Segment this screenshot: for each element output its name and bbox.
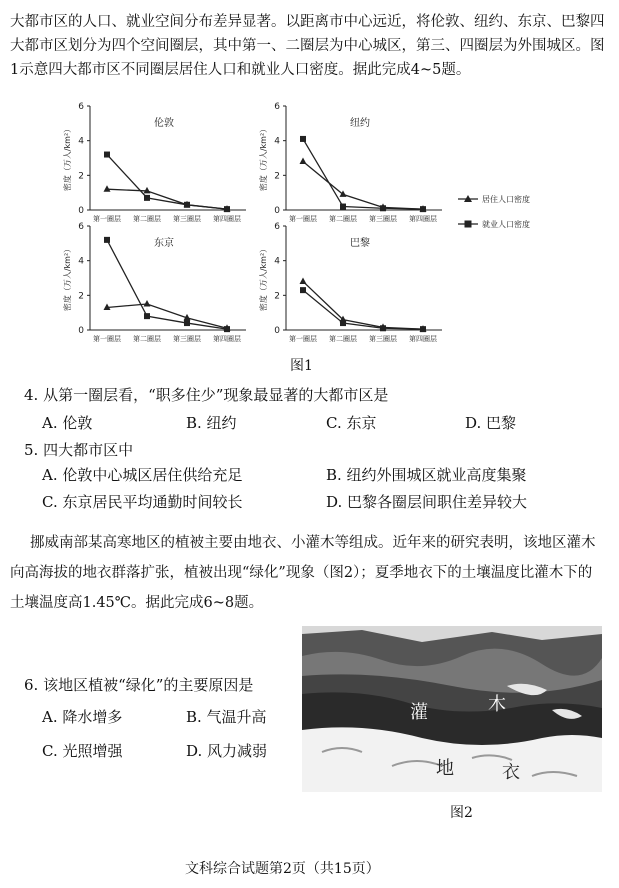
legend-label-employment: 就业人口密度 (482, 220, 530, 229)
point-residential (300, 157, 307, 164)
y-tick-label: 2 (78, 171, 84, 182)
y-tick-label: 6 (274, 222, 280, 232)
y-tick-label: 6 (274, 102, 280, 112)
point-employment (380, 325, 386, 331)
point-residential (340, 190, 347, 197)
y-axis-label: 密度（万人/km²） (259, 124, 268, 192)
q6-option-b[interactable]: B. 气温升高 (186, 708, 267, 726)
point-employment (380, 205, 386, 211)
x-tick-label: 第四圈层 (409, 215, 437, 223)
q5-option-d[interactable]: D. 巴黎各圈层间职住差异较大 (326, 493, 528, 511)
q4-option-a[interactable]: A. 伦敦 (42, 414, 93, 432)
y-tick-label: 4 (274, 256, 280, 267)
figure1-caption: 图1 (290, 358, 313, 374)
photo-label-shrub-2: 木 (488, 694, 506, 715)
figure2-photo (302, 626, 602, 792)
series-line-residential (107, 189, 227, 209)
x-tick-label: 第三圈层 (369, 335, 397, 343)
chart-panel-4 (258, 222, 442, 343)
point-employment (104, 152, 110, 158)
x-tick-label: 第一圈层 (289, 335, 317, 343)
q5-option-c[interactable]: C. 东京居民平均通勤时间较长 (42, 493, 243, 511)
q6-option-d[interactable]: D. 风力减弱 (186, 742, 268, 760)
q4-option-c[interactable]: C. 东京 (326, 414, 377, 432)
q5-option-a[interactable]: A. 伦敦中心城区居住供给充足 (42, 466, 243, 484)
point-employment (300, 287, 306, 293)
point-employment (224, 326, 230, 332)
figure2-caption: 图2 (450, 805, 473, 821)
x-tick-label: 第四圈层 (409, 335, 437, 343)
y-tick-label: 4 (78, 256, 84, 267)
y-tick-label: 2 (78, 291, 84, 302)
y-tick-label: 2 (274, 171, 280, 182)
y-axis-label: 密度（万人/km²） (259, 244, 268, 312)
point-employment (224, 206, 230, 212)
question-6-stem: 6. 该地区植被“绿化”的主要原因是 (24, 676, 254, 694)
chart-panel-3 (62, 222, 246, 343)
series-line-employment (303, 139, 423, 209)
point-employment (104, 237, 110, 243)
y-tick-label: 0 (78, 206, 84, 216)
point-residential (300, 277, 307, 284)
photo-label-shrub-1: 灌 (410, 702, 428, 723)
chart-title: 伦敦 (154, 118, 174, 129)
x-tick-label: 第一圈层 (289, 215, 317, 223)
point-employment (184, 320, 190, 326)
x-tick-label: 第四圈层 (213, 215, 241, 223)
point-employment (300, 136, 306, 142)
point-employment (144, 195, 150, 201)
chart-panel-1 (62, 102, 246, 223)
x-tick-label: 第二圈层 (329, 215, 357, 223)
point-employment (144, 313, 150, 319)
series-line-residential (107, 304, 227, 328)
y-tick-label: 4 (274, 136, 280, 147)
x-tick-label: 第三圈层 (173, 335, 201, 343)
photo-label-lichen-1: 地 (436, 758, 454, 779)
point-employment (340, 204, 346, 210)
point-residential (144, 300, 151, 307)
x-tick-label: 第一圈层 (93, 215, 121, 223)
legend-marker-employment (465, 221, 472, 228)
chart-legend (458, 194, 530, 229)
x-tick-label: 第二圈层 (133, 215, 161, 223)
series-line-employment (107, 240, 227, 329)
chart-panel-2 (258, 102, 442, 223)
series-line-employment (107, 155, 227, 210)
x-tick-label: 第三圈层 (369, 215, 397, 223)
point-residential (104, 185, 111, 192)
chart-title: 纽约 (350, 118, 370, 129)
q4-option-b[interactable]: B. 纽约 (186, 414, 237, 432)
chart-title: 东京 (154, 238, 174, 249)
point-employment (184, 202, 190, 208)
y-tick-label: 0 (274, 326, 280, 336)
question-4-stem: 4. 从第一圈层看，“职多住少”现象最显著的大都市区是 (24, 386, 389, 404)
question-5-stem: 5. 四大都市区中 (24, 441, 134, 459)
q6-option-c[interactable]: C. 光照增强 (42, 742, 123, 760)
y-tick-label: 0 (78, 326, 84, 336)
y-tick-label: 2 (274, 291, 280, 302)
x-tick-label: 第四圈层 (213, 335, 241, 343)
x-tick-label: 第一圈层 (93, 335, 121, 343)
y-tick-label: 6 (78, 222, 84, 232)
photo-label-lichen-2: 衣 (502, 762, 520, 783)
point-employment (420, 206, 426, 212)
q6-option-a[interactable]: A. 降水增多 (42, 708, 123, 726)
x-tick-label: 第三圈层 (173, 215, 201, 223)
y-tick-label: 0 (274, 206, 280, 216)
y-tick-label: 6 (78, 102, 84, 112)
passage-paragraph: 挪威南部某高寒地区的植被主要由地衣、小灌木等组成。近年来的研究表明，该地区灌木向高海拔的地衣群落扩张，植被出现“绿化”现象（图2）；夏季地衣下的土壤温度比灌木下的土壤温度高1.45℃。据此完成6~8题。 (10, 535, 596, 611)
y-axis-label: 密度（万人/km²） (63, 124, 72, 192)
point-employment (420, 326, 426, 332)
chart-title: 巴黎 (350, 238, 370, 249)
q4-option-d[interactable]: D. 巴黎 (465, 414, 517, 432)
x-tick-label: 第二圈层 (133, 335, 161, 343)
page-footer: 文科综合试题第2页（共15页） (185, 861, 380, 877)
x-tick-label: 第二圈层 (329, 335, 357, 343)
intro-paragraph: 大都市区的人口、就业空间分布差异显著。以距离市中心远近，将伦敦、纽约、东京、巴黎四大都市区划分为四个空间圈层，其中第一、二圈层为中心城区，第三、四圈层为外围城区。图1示意四大都市区不同圈层居住人口和就业人口密度。据此完成4~5题。 (10, 14, 605, 78)
point-employment (340, 320, 346, 326)
figure1-charts (60, 100, 530, 350)
legend-label-residential: 居住人口密度 (482, 195, 530, 204)
y-axis-label: 密度（万人/km²） (63, 244, 72, 312)
y-tick-label: 4 (78, 136, 84, 147)
q5-option-b[interactable]: B. 纽约外围城区就业高度集聚 (326, 466, 527, 484)
